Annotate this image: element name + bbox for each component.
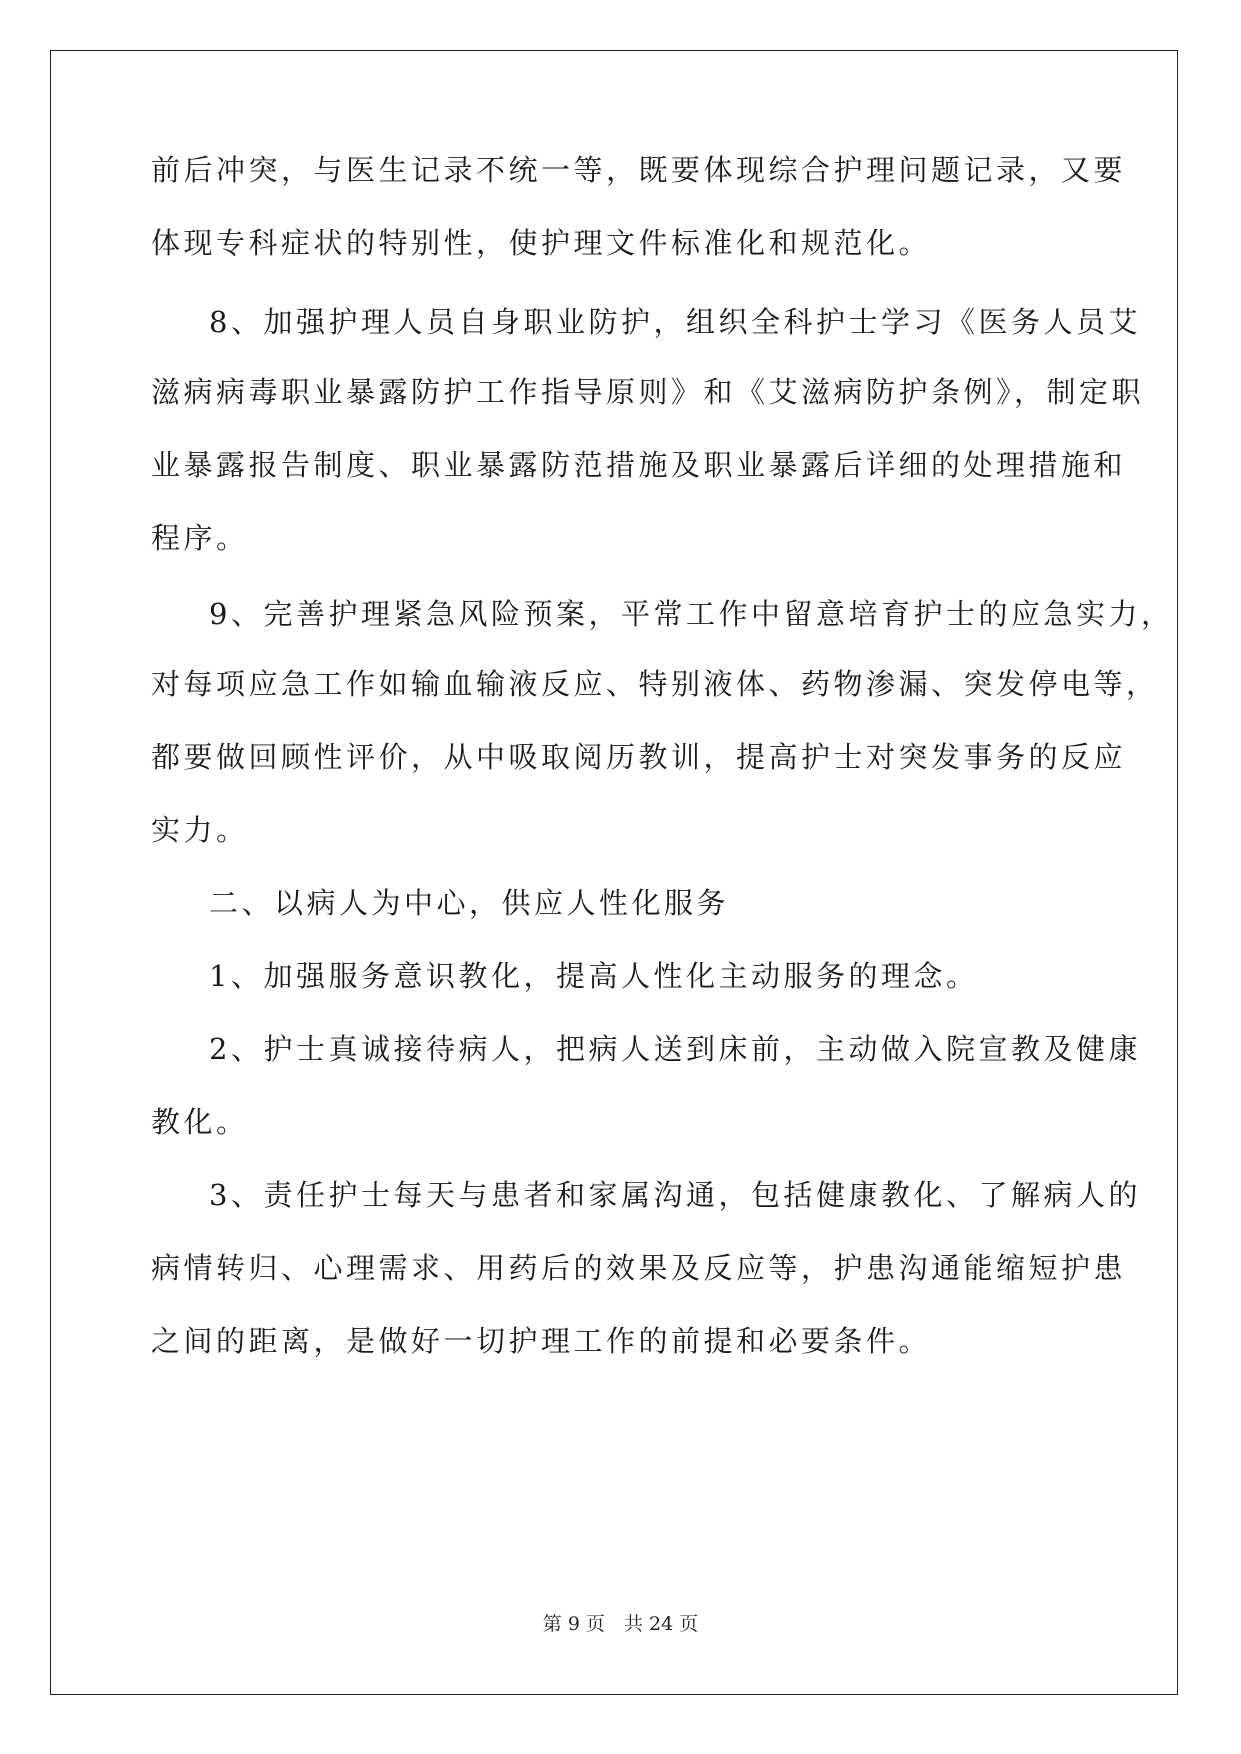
text-line: 2、护士真诚接待病人，把病人送到床前，主动做入院宣教及健康 [209,1032,1141,1066]
text-line: 滋病病毒职业暴露防护工作指导原则》和《艾滋病防护条例》，制定职 [151,375,1145,409]
text-line: 前后冲突，与医生记录不统一等，既要体现综合护理问题记录，又要 [151,153,1127,187]
text-line: 之间的距离，是做好一切护理工作的前提和必要条件。 [151,1324,932,1358]
text-line: 都要做回顾性评价，从中吸取阅历教训，提高护士对突发事务的反应 [151,740,1127,774]
text-line: 3、责任护士每天与患者和家属沟通，包括健康教化、了解病人的 [209,1178,1141,1212]
text-line: 1、加强服务意识教化，提高人性化主动服务的理念。 [209,959,979,993]
text-line: 体现专科症状的特别性，使护理文件标准化和规范化。 [151,226,932,260]
page-footer: 第 9 页 共 24 页 [542,1613,699,1635]
section-heading: 二、以病人为中心，供应人性化服务 [209,886,730,920]
text-line: 业暴露报告制度、职业暴露防范措施及职业暴露后详细的处理措施和 [151,448,1127,482]
text-line: 程序。 [151,521,249,555]
text-line: 教化。 [151,1105,249,1139]
text-line: 9、完善护理紧急风险预案，平常工作中留意培育护士的应急实力， [209,597,1174,631]
text-line: 实力。 [151,813,249,847]
text-line: 8、加强护理人员自身职业防护，组织全科护士学习《医务人员艾 [209,305,1141,339]
page-border [50,50,1178,1695]
text-line: 对每项应急工作如输血输液反应、特别液体、药物渗漏、突发停电等， [151,667,1159,701]
text-line: 病情转归、心理需求、用药后的效果及反应等，护患沟通能缩短护患 [151,1251,1127,1285]
